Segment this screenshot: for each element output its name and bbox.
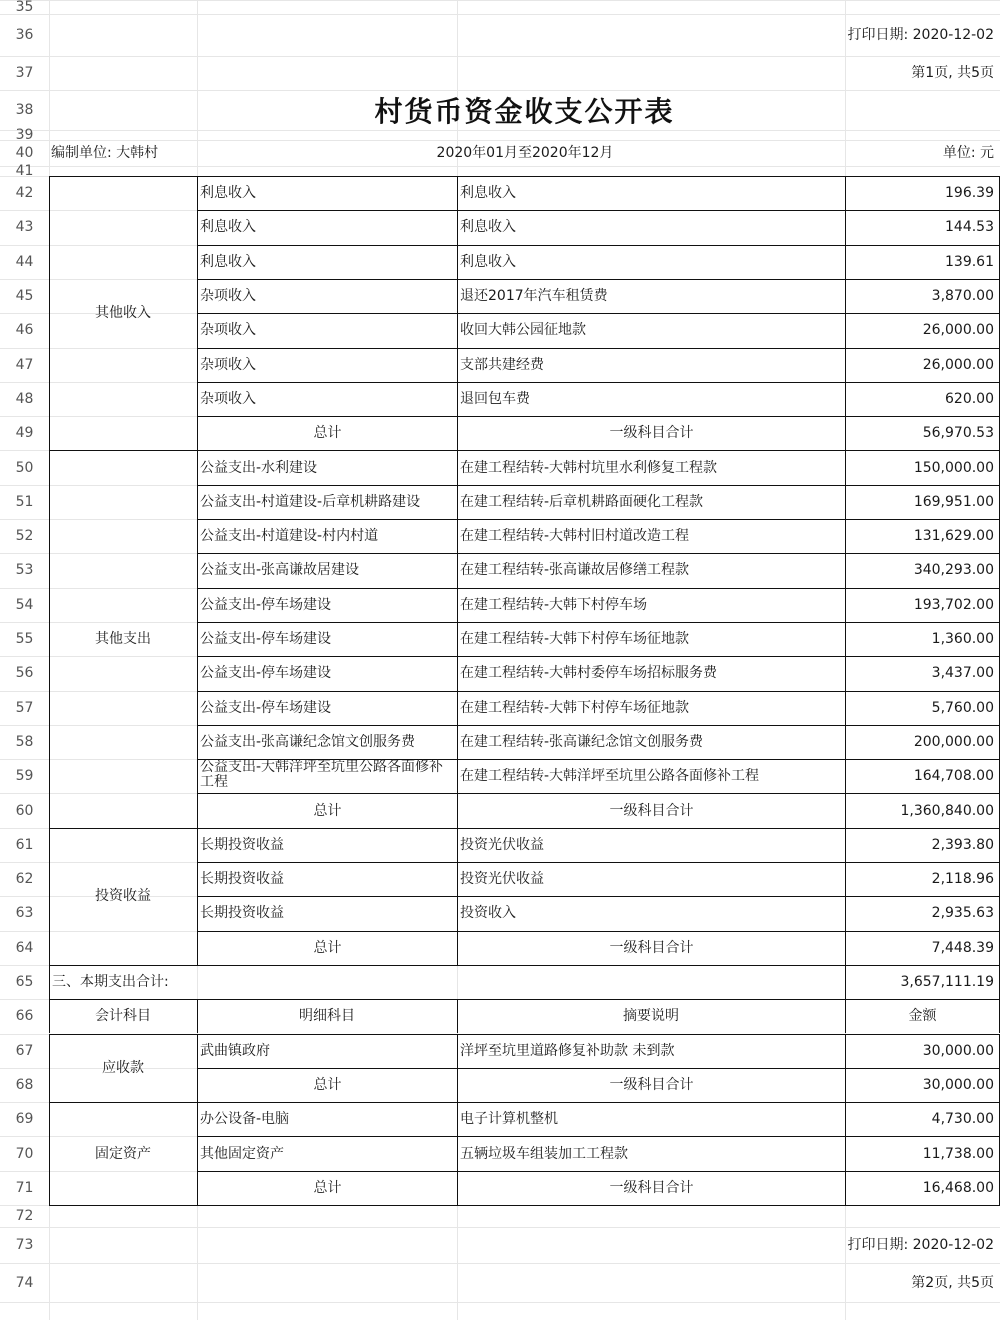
- detail-account[interactable]: 杂项收入: [200, 356, 256, 373]
- row-number[interactable]: 53: [15, 562, 34, 579]
- row-number[interactable]: 58: [15, 733, 34, 750]
- row-number[interactable]: 70: [15, 1145, 34, 1162]
- detail-account[interactable]: 公益支出-张高谦故居建设: [200, 562, 360, 579]
- summary-description[interactable]: 退回包车费: [460, 390, 530, 407]
- expense-total-value[interactable]: 3,657,111.19: [900, 974, 994, 991]
- detail-account[interactable]: 公益支出-张高谦纪念馆文创服务费: [200, 733, 416, 750]
- amount[interactable]: 11,738.00: [922, 1145, 994, 1162]
- detail-account[interactable]: 杂项收入: [200, 390, 256, 407]
- amount[interactable]: 620.00: [945, 390, 994, 407]
- subtotal-label[interactable]: 总计: [313, 1076, 342, 1093]
- amount[interactable]: 150,000.00: [913, 459, 994, 476]
- amount[interactable]: 3,437.00: [931, 665, 994, 682]
- detail-account[interactable]: 公益支出-大韩洋坪至坑里公路各面修补工程: [200, 759, 444, 791]
- amount[interactable]: 26,000.00: [922, 356, 994, 373]
- row-number[interactable]: 42: [15, 185, 34, 202]
- subtotal-label[interactable]: 总计: [313, 425, 342, 442]
- row-number[interactable]: 63: [15, 905, 34, 922]
- row-number[interactable]: 37: [15, 65, 34, 81]
- table-border: [49, 1034, 1000, 1035]
- subtotal-desc[interactable]: 一级科目合计: [609, 1076, 694, 1093]
- detail-account[interactable]: 其他固定资产: [200, 1145, 284, 1162]
- summary-description[interactable]: 五辆垃圾车组装加工工程款: [460, 1145, 628, 1162]
- row-number[interactable]: 74: [15, 1275, 34, 1291]
- row-number[interactable]: 44: [15, 253, 34, 270]
- row-number[interactable]: 64: [15, 939, 34, 956]
- row-number[interactable]: 40: [15, 145, 34, 161]
- detail-account[interactable]: 杂项收入: [200, 288, 256, 305]
- detail-account[interactable]: 公益支出-停车场建设: [200, 665, 332, 682]
- summary-description[interactable]: 电子计算机整机: [460, 1111, 558, 1128]
- detail-account[interactable]: 武曲镇政府: [200, 1042, 270, 1059]
- summary-description[interactable]: 在建工程结转-大韩下村停车场征地款: [460, 699, 690, 716]
- summary-description[interactable]: 洋坪至坑里道路修复补助款 未到款: [460, 1042, 675, 1059]
- subtotal-amount[interactable]: 30,000.00: [922, 1076, 994, 1093]
- row-number[interactable]: 65: [15, 974, 34, 991]
- amount[interactable]: 139.61: [945, 253, 994, 270]
- row-number[interactable]: 69: [15, 1111, 34, 1128]
- summary-description[interactable]: 投资光伏收益: [460, 871, 544, 888]
- summary-description[interactable]: 收回大韩公园征地款: [460, 322, 586, 339]
- summary-description[interactable]: 在建工程结转-大韩下村停车场: [460, 596, 648, 613]
- amount[interactable]: 2,118.96: [931, 871, 994, 888]
- detail-account[interactable]: 利息收入: [200, 185, 256, 202]
- subtotal-desc[interactable]: 一级科目合计: [609, 425, 694, 442]
- row-number[interactable]: 50: [15, 459, 34, 476]
- page-indicator[interactable]: 第1页, 共5页: [911, 65, 994, 81]
- row-number[interactable]: 48: [15, 390, 34, 407]
- account-category[interactable]: 其他收入: [95, 305, 151, 322]
- summary-description[interactable]: 利息收入: [460, 253, 516, 270]
- grid-row-line: [0, 0, 1000, 1]
- report-period[interactable]: 2020年01月至2020年12月: [436, 145, 614, 161]
- header-account[interactable]: 会计科目: [95, 1008, 151, 1025]
- summary-description[interactable]: 退还2017年汽车租赁费: [460, 288, 608, 305]
- detail-account[interactable]: 长期投资收益: [200, 836, 284, 853]
- subtotal-desc[interactable]: 一级科目合计: [609, 1179, 694, 1196]
- subtotal-label[interactable]: 总计: [313, 939, 342, 956]
- row-number[interactable]: 41: [15, 163, 34, 179]
- page-indicator[interactable]: 第2页, 共5页: [911, 1275, 994, 1291]
- summary-description[interactable]: 在建工程结转-大韩洋坪至坑里公路各面修补工程: [460, 768, 760, 785]
- detail-account[interactable]: 公益支出-停车场建设: [200, 699, 332, 716]
- grid-row-line: [0, 166, 1000, 167]
- amount[interactable]: 2,393.80: [931, 836, 994, 853]
- amount[interactable]: 3,870.00: [931, 288, 994, 305]
- currency-unit[interactable]: 单位: 元: [942, 145, 994, 161]
- amount[interactable]: 30,000.00: [922, 1042, 994, 1059]
- row-number[interactable]: 36: [15, 27, 34, 43]
- summary-description[interactable]: 在建工程结转-大韩村委停车场招标服务费: [460, 665, 718, 682]
- subtotal-amount[interactable]: 56,970.53: [922, 425, 994, 442]
- amount[interactable]: 193,702.00: [913, 596, 994, 613]
- summary-description[interactable]: 支部共建经费: [460, 356, 544, 373]
- subtotal-amount[interactable]: 1,360,840.00: [900, 802, 994, 819]
- row-number[interactable]: 39: [15, 127, 34, 143]
- summary-description[interactable]: 在建工程结转-张高谦纪念馆文创服务费: [460, 733, 704, 750]
- expense-total-label[interactable]: 三、本期支出合计:: [52, 974, 169, 991]
- subtotal-desc[interactable]: 一级科目合计: [609, 802, 694, 819]
- row-number[interactable]: 43: [15, 219, 34, 236]
- row-number[interactable]: 68: [15, 1076, 34, 1093]
- detail-account[interactable]: 办公设备-电脑: [200, 1111, 290, 1128]
- summary-description[interactable]: 在建工程结转-大韩村旧村道改造工程: [460, 528, 690, 545]
- header-amount[interactable]: 金额: [908, 1008, 937, 1025]
- row-number[interactable]: 45: [15, 288, 34, 305]
- row-number[interactable]: 57: [15, 699, 34, 716]
- table-border: [49, 1205, 1000, 1206]
- row-number[interactable]: 46: [15, 322, 34, 339]
- row-number[interactable]: 59: [15, 768, 34, 785]
- row-number[interactable]: 55: [15, 631, 34, 648]
- row-number[interactable]: 52: [15, 528, 34, 545]
- row-number[interactable]: 67: [15, 1042, 34, 1059]
- amount[interactable]: 164,708.00: [913, 768, 994, 785]
- subtotal-label[interactable]: 总计: [313, 802, 342, 819]
- detail-account[interactable]: 利息收入: [200, 253, 256, 270]
- print-date[interactable]: 打印日期: 2020-12-02: [847, 27, 994, 43]
- amount[interactable]: 5,760.00: [931, 699, 994, 716]
- detail-account[interactable]: 公益支出-水利建设: [200, 459, 318, 476]
- summary-description[interactable]: 在建工程结转-张高谦故居修缮工程款: [460, 562, 690, 579]
- row-number[interactable]: 71: [15, 1179, 34, 1196]
- detail-account[interactable]: 杂项收入: [200, 322, 256, 339]
- amount[interactable]: 26,000.00: [922, 322, 994, 339]
- account-category[interactable]: 投资收益: [95, 888, 151, 905]
- subtotal-desc[interactable]: 一级科目合计: [609, 939, 694, 956]
- amount[interactable]: 2,935.63: [931, 905, 994, 922]
- summary-description[interactable]: 利息收入: [460, 185, 516, 202]
- row-number[interactable]: 62: [15, 871, 34, 888]
- summary-description[interactable]: 投资收入: [460, 905, 516, 922]
- detail-account[interactable]: 公益支出-停车场建设: [200, 596, 332, 613]
- amount[interactable]: 196.39: [945, 185, 994, 202]
- detail-account[interactable]: 利息收入: [200, 219, 256, 236]
- amount[interactable]: 169,951.00: [913, 493, 994, 510]
- detail-account[interactable]: 长期投资收益: [200, 871, 284, 888]
- compiling-unit[interactable]: 编制单位: 大韩村: [51, 145, 159, 161]
- detail-account[interactable]: 公益支出-村道建设-后章机耕路建设: [200, 493, 421, 510]
- account-category[interactable]: 应收款: [102, 1059, 144, 1076]
- row-number[interactable]: 49: [15, 425, 34, 442]
- row-number[interactable]: 51: [15, 493, 34, 510]
- header-summary[interactable]: 摘要说明: [623, 1008, 679, 1025]
- print-date[interactable]: 打印日期: 2020-12-02: [847, 1237, 994, 1253]
- row-number[interactable]: 66: [15, 1008, 34, 1025]
- row-number[interactable]: 73: [15, 1237, 34, 1253]
- amount[interactable]: 4,730.00: [931, 1111, 994, 1128]
- summary-description[interactable]: 利息收入: [460, 219, 516, 236]
- row-number[interactable]: 38: [15, 102, 34, 118]
- detail-account[interactable]: 长期投资收益: [200, 905, 284, 922]
- summary-description[interactable]: 在建工程结转-后章机耕路面硬化工程款: [460, 493, 704, 510]
- amount[interactable]: 131,629.00: [913, 528, 994, 545]
- amount[interactable]: 144.53: [945, 219, 994, 236]
- row-number[interactable]: 72: [15, 1208, 34, 1224]
- summary-description[interactable]: 在建工程结转-大韩村坑里水利修复工程款: [460, 459, 718, 476]
- sheet-title[interactable]: 村货币资金收支公开表: [374, 95, 675, 128]
- row-number[interactable]: 35: [15, 0, 34, 15]
- account-category[interactable]: 固定资产: [95, 1145, 151, 1162]
- row-number[interactable]: 60: [15, 802, 34, 819]
- header-detail[interactable]: 明细科目: [299, 1008, 355, 1025]
- amount[interactable]: 340,293.00: [913, 562, 994, 579]
- summary-description[interactable]: 在建工程结转-大韩下村停车场征地款: [460, 631, 690, 648]
- subtotal-amount[interactable]: 7,448.39: [931, 939, 994, 956]
- row-number[interactable]: 47: [15, 356, 34, 373]
- detail-account[interactable]: 公益支出-村道建设-村内村道: [200, 528, 379, 545]
- row-number[interactable]: 56: [15, 665, 34, 682]
- amount[interactable]: 200,000.00: [913, 733, 994, 750]
- summary-description[interactable]: 投资光伏收益: [460, 836, 544, 853]
- subtotal-amount[interactable]: 16,468.00: [922, 1179, 994, 1196]
- row-number[interactable]: 54: [15, 596, 34, 613]
- amount[interactable]: 1,360.00: [931, 631, 994, 648]
- row-number[interactable]: 61: [15, 836, 34, 853]
- detail-account[interactable]: 公益支出-停车场建设: [200, 631, 332, 648]
- account-category[interactable]: 其他支出: [95, 631, 151, 648]
- subtotal-label[interactable]: 总计: [313, 1179, 342, 1196]
